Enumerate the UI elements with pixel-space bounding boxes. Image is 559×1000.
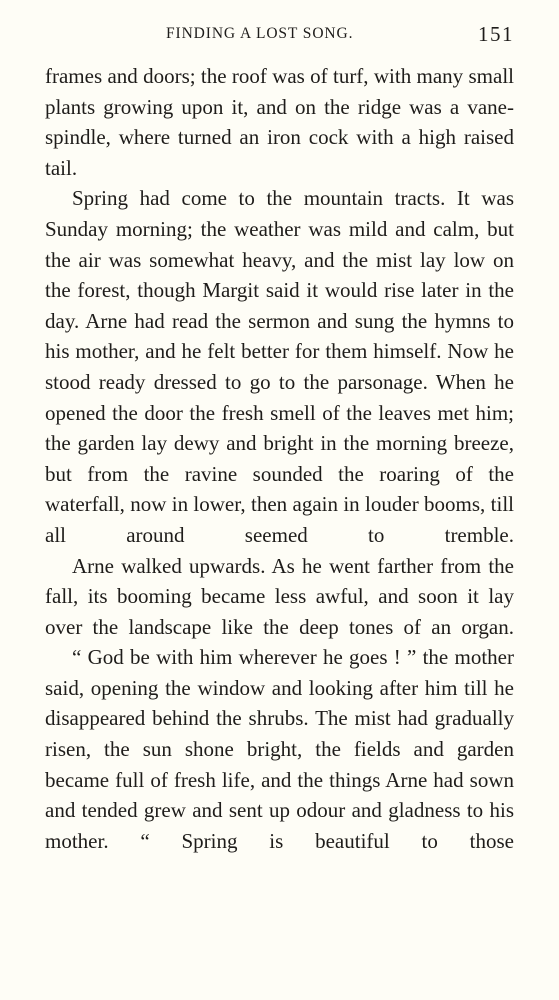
paragraph: frames and doors; the roof was of turf, with many small plants growing upon it, and on the ridge was a vane-spindle, where turned an iron cock with a high raised tail. [45, 64, 514, 180]
paragraph: Arne walked upwards. As he went farther from the fall, its booming became less awful, and soon it lay over the landscape like the deep tones of an organ. [45, 553, 514, 639]
body-text [45, 61, 514, 856]
paragraph: Spring had come to the mountain tracts. It was Sunday morning; the weather was mild and calm, but the air was somewhat heavy, and the mist lay low on the forest, though Margit said it would rise later in the day. Arne had read the sermon and sung the hymns to his mother, and he felt better for them himself. Now he stood ready dressed to go to the parsonage. When he opened the door the fresh smell of the leaves met him; the garden lay dewy and bright in the morning breeze, but from the ravine sounded the roaring of the waterfall, now in lower, then again in louder booms, till all around seemed to tremble. [45, 186, 514, 547]
running-title: FINDING A LOST SONG. [166, 25, 354, 42]
paragraph: “ God be with him wherever he goes ! ” the mother said, opening the window and looking after him till he disappeared behind the shrubs. The mist had gradually risen, the sun shone bright, the fields and garden became full of fresh life, and the things Arne had sown and tended grew and sent up odour and gladness to his mother. “ Spring is beautiful to those [45, 645, 514, 853]
running-head [0, 22, 559, 46]
page-number: 151 [478, 22, 514, 46]
